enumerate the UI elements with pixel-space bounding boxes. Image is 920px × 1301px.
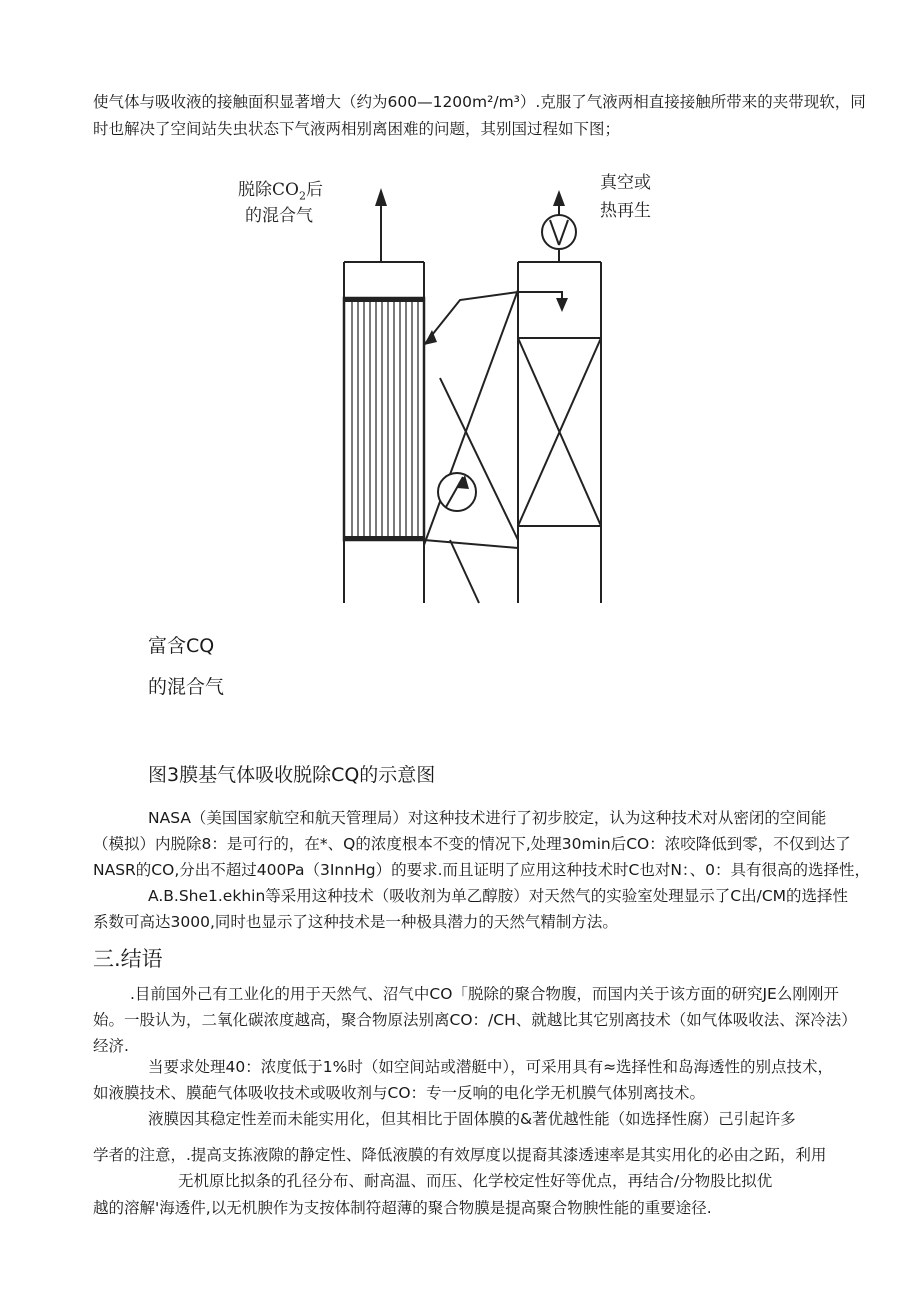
section-heading: 三.结语 [93, 947, 163, 971]
paragraph-intro-line-2: 时也解决了空间站失虫状态下气液两相别离困难的问题，其别国过程如下图； [93, 120, 621, 138]
figure-label-top-right-line1: 真空或 [600, 173, 651, 193]
paragraph-conclusion-line-5: 如液膜技术、膜葩气体吸收技术或吸收剂与CO：专一反响的电化学无机膜气体别离技术。 [93, 1084, 706, 1102]
paragraph-intro-line-1: 使气体与吸收液的接触面积显著增大（约为600—1200m²/m³）.克服了气液两相直接接触所带来的夹带现软，同 [93, 93, 866, 111]
arrow-down-column [556, 298, 568, 312]
paragraph-conclusion-line-3: 经济. [93, 1037, 129, 1055]
paragraph-nasa-line-1: NASA（美国国家航空和航天管理局）对这种技术进行了初步胶定，认为这种技术对从密闭的空间能 [148, 809, 827, 827]
figure-label-bottom-line2: 的混合气 [148, 676, 225, 698]
membrane-module [344, 262, 424, 603]
figure-caption: 图3膜基气体吸收脱除CQ的示意图 [148, 764, 436, 786]
paragraph-conclusion-line-7: 学者的注意，.提高支拣液隙的静定性、降低液膜的有效厚度以提裔其漆透速率是其实用化的必由之跖，利用 [93, 1146, 827, 1164]
arrow-up-left [375, 188, 387, 206]
paragraph-nasa-line-2: （模拟）内脱除8：是可行的，在*、Q的浓度根本不变的情况下,处理30min后CO：浓咬降低到零，不仅到达了 [93, 835, 851, 853]
paragraph-conclusion-line-9: 越的溶解'海透件,以无机腴作为支按体制符超薄的聚合物膜是提高聚合物腴性能的重要途径. [93, 1199, 712, 1217]
paragraph-conclusion-line-1: .目前国外己有工业化的用于天然气、沼气中CO「脱除的聚合物腹，而国内关于该方面的研究JE么刚刚开 [130, 985, 839, 1003]
liquid-pump [438, 473, 476, 511]
figure-label-top-right-line2: 热再生 [600, 201, 651, 221]
figure-label-top-left: 脱除$CO_2$后 [238, 180, 323, 203]
regeneration-column [518, 262, 601, 603]
paragraph-conclusion-line-6: 液膜因其稳定性差而未能实用化，但其相比于固体膜的&著优越性能（如选择性腐）己引起许多 [148, 1110, 796, 1128]
figure-label-top-left-line2: 的混合气 [245, 206, 313, 226]
paragraph-conclusion-line-2: 始。一股认为，二氧化碳浓度越高，聚合物原法别离CO：/CH、就越比其它别离技术（如气体吸收法、深冷法） [93, 1011, 857, 1029]
paragraph-conclusion-line-4: 当要求处理40：浓度低于1%时（如空间站或潜艇中），可采用具有≈选择性和岛海透性的别点技术， [148, 1058, 834, 1076]
paragraph-nasa-line-3: NASR的CO,分出不超过400Pa（3InnHg）的要求.而且证明了应用这种技术时C也对N：、0：具有很高的选择性， [93, 861, 871, 879]
membrane-absorption-diagram [0, 0, 920, 620]
paragraph-nasa-line-4: A.B.She1.ekhin等采用这种技术（吸收剂为单乙醇胺）对天然气的实验室处理显示了C出/CM的选择性 [148, 887, 849, 905]
paragraph-nasa-line-5: 系数可高达3000,同时也显示了这种技术是一种极具潜力的天然气精制方法。 [93, 913, 618, 931]
figure-label-bottom-line1: 富含CQ [148, 635, 215, 657]
feed-inlet-line [450, 540, 479, 603]
paragraph-conclusion-line-8: 无机原比拟条的孔径分布、耐高温、而压、化学校定性好等优点，再结合/分物股比拟优 [178, 1172, 773, 1190]
arrow-up-right [553, 190, 565, 206]
hollow-fibers [352, 302, 418, 536]
